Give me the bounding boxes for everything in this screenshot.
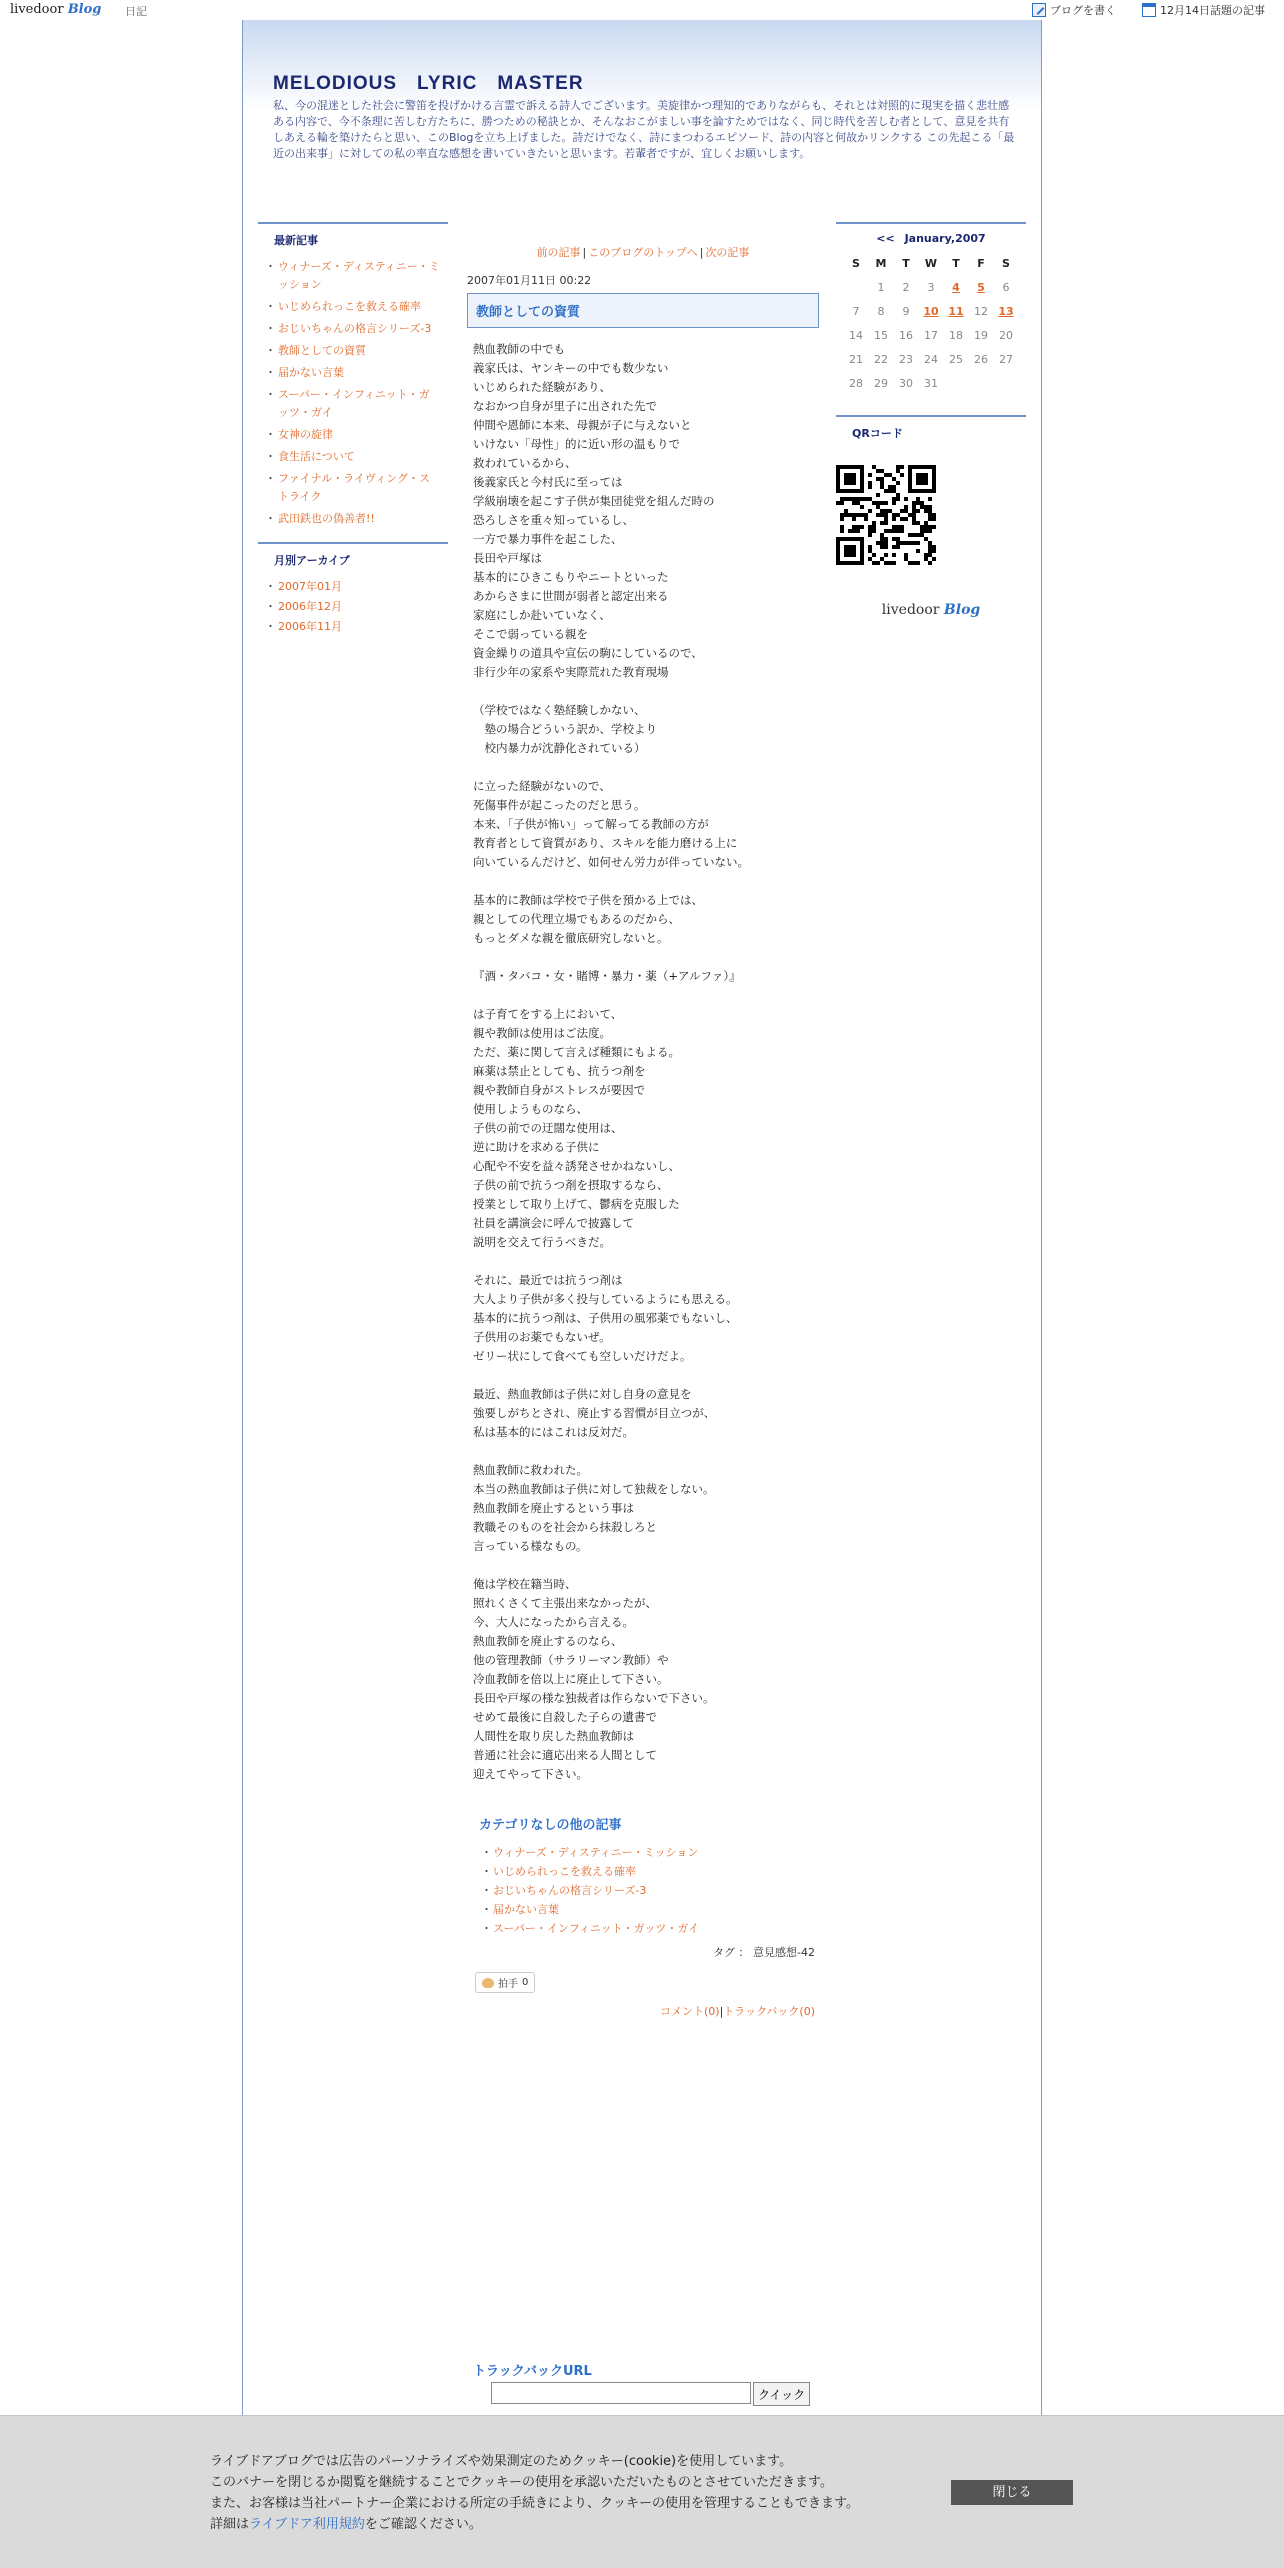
trackback-url-field xyxy=(491,2382,810,2406)
topic-articles-link[interactable] xyxy=(1142,2,1265,18)
site-title[interactable]: MELODIOUS LYRIC MASTER xyxy=(273,73,584,94)
logo-text: livedoor xyxy=(10,2,64,17)
calendar-day[interactable]: 4 xyxy=(952,281,960,294)
calendar-day[interactable]: 10 xyxy=(923,305,939,318)
calendar-day: 20 xyxy=(999,329,1013,342)
recent-post-link[interactable]: ファイナル・ライヴィング・ストライク xyxy=(278,472,431,503)
post-body xyxy=(467,328,819,1784)
right-sidebar xyxy=(836,222,1026,618)
calendar-day[interactable]: 11 xyxy=(948,305,964,318)
comment-links xyxy=(467,2003,819,2019)
recent-post-link[interactable]: 女神の旋律 xyxy=(278,428,333,441)
calendar-weekday: F xyxy=(977,257,985,270)
calendar-day: 30 xyxy=(899,377,913,390)
cookie-line-2: このバナーを閉じるか閲覧を継続することでクッキーの使用を承認いただいたものとさせていただきます。 xyxy=(210,2475,833,2490)
trackback-url-heading: トラックバックURL xyxy=(473,2364,592,2379)
top-bar xyxy=(0,0,1284,20)
calendar-day[interactable]: 13 xyxy=(998,305,1014,318)
calendar-day: 2 xyxy=(902,281,910,294)
blog-top-link[interactable]: このブログのトップへ xyxy=(588,246,698,259)
other-post-link[interactable]: おじいちゃんの格言シリーズ-3 xyxy=(493,1884,647,1897)
calendar-day: 23 xyxy=(899,353,913,366)
footer-logo-text: livedoor xyxy=(881,602,940,618)
calendar-grid xyxy=(836,255,1026,393)
next-post-link[interactable]: 次の記事 xyxy=(705,246,750,259)
recent-post-link[interactable]: 食生活について xyxy=(278,450,355,463)
site-description: 私、今の混迷とした社会に警笛を投げかける言霊で訴える詩人でございます。美旋律かつ理知的でありながらも、それとは対照的に現実を描く悲壮感ある内容で、今不条理に苦しむ方たちに、勝つための秘訣とか、そんなおこがましい事を論すためではなく、同じ時代を苦しむ者として、意見を共有しあえる輪を築けたらと思い、このBlogを立ち上げました。詩だけでなく、詩にまつわるエピソード、詩の内容と何故かリンクする この先起こる「最近の出来事」に対しての私の率直な感想を書いていきたいと思います。若輩者ですが、宜しくお願いします。 xyxy=(273,99,1015,160)
calendar-weekday: S xyxy=(852,257,860,270)
calendar-day: 3 xyxy=(927,281,935,294)
calendar-icon xyxy=(1142,3,1156,17)
logo-blog-text: Blog xyxy=(67,2,102,17)
clap-icon xyxy=(482,1978,494,1988)
recent-post-item xyxy=(268,470,440,506)
calendar-day: 7 xyxy=(852,305,860,318)
recent-post-item xyxy=(268,298,440,316)
applause-button[interactable] xyxy=(475,1972,535,1993)
archive-link[interactable]: 2006年11月 xyxy=(278,620,342,633)
post-paragraph: 熱血教師に救われた。 本当の熱血教師は子供に対して独裁をしない。 熱血教師を廃止するという事は 教職そのものを社会から抹殺しろと 言っている様なもの。 xyxy=(473,1463,715,1553)
other-post-link[interactable]: スーパー・インフィニット・ガッツ・ガイ xyxy=(493,1922,700,1935)
post-paragraph: （学校ではなく塾経験しかない、 塾の場合どういう訳か、学校より 校内暴力が沈静化されている） xyxy=(473,703,657,755)
tag-label: タグ ： xyxy=(713,1946,750,1959)
calendar-day xyxy=(944,375,969,393)
prev-post-link[interactable]: 前の記事 xyxy=(536,246,581,259)
cookie-line-3: また、お客様は当社パートナー企業における所定の手続きにより、クッキーの使用を管理することもできます。 xyxy=(210,2496,859,2511)
calendar-day: 27 xyxy=(999,353,1013,366)
cookie-line-4 xyxy=(210,2514,859,2535)
calendar-day: 16 xyxy=(899,329,913,342)
other-post-item xyxy=(489,1919,819,1938)
post-paragraph: に立った経験がないので、 死傷事件が起こったのだと思う。 本来、「子供が怖い」って解ってる教師の方が 教育者として資質があり、スキルを能力磨ける上に 向いているんだけど、如何せん労力が伴っていない。 xyxy=(473,779,749,869)
cookie-close-button[interactable]: 閉じる xyxy=(951,2480,1073,2505)
archive-item xyxy=(268,578,440,596)
post-paragraph: 『酒・タバコ・女・賭博・暴力・薬（+アルファ）』 xyxy=(473,969,741,983)
other-post-item xyxy=(489,1862,819,1881)
post-paragraph: 最近、熱血教師は子供に対し自身の意見を 強要しがちとされ、廃止する習慣が目立つが、 私は基本的にはこれは反対だ。 xyxy=(473,1387,716,1439)
livedoor-blog-logo[interactable] xyxy=(10,2,101,17)
other-post-link[interactable]: ウィナーズ・ディスティニー・ミッション xyxy=(493,1846,699,1859)
cookie-detail-suffix: をご確認ください。 xyxy=(364,2517,482,2532)
left-sidebar xyxy=(258,222,448,648)
calendar-weekday: W xyxy=(924,257,938,270)
calendar-day xyxy=(844,279,869,297)
calendar-day: 18 xyxy=(949,329,963,342)
diary-link[interactable]: 日記 xyxy=(125,5,147,18)
applause-label: 拍手 xyxy=(498,1979,518,1990)
main-content xyxy=(467,222,819,2402)
recent-posts-list xyxy=(258,254,448,542)
recent-post-item xyxy=(268,320,440,338)
recent-post-item xyxy=(268,342,440,360)
post-paragraph: は子育てをする上において、 親や教師は使用はご法度。 ただ、薬に関して言えば種類にもよる。 麻薬は禁止としても、抗うつ剤を 親や教師自身がストレスが要因で 使用しようものなら、 子供の前での迂闊な使用は、 逆に助けを求める子供に 心配や不安を益々誘発させかねないし、 子供の前で抗うつ剤を摂取するなら、 授業として取り上げて、鬱病を克服した 社員を講演会に呼んで披露して 説明を交えて行うべきだ。 xyxy=(473,1007,680,1249)
pencil-icon xyxy=(1032,3,1046,17)
cookie-detail-prefix: 詳細は xyxy=(210,2517,250,2532)
archive-link[interactable]: 2006年12月 xyxy=(278,600,342,613)
calendar-day: 19 xyxy=(974,329,988,342)
cookie-banner xyxy=(0,2415,1284,2568)
calendar-day: 21 xyxy=(849,353,863,366)
recent-post-item xyxy=(268,448,440,466)
link-separator: | xyxy=(719,2005,724,2018)
footer-logo-blog: Blog xyxy=(943,602,981,618)
other-post-item xyxy=(489,1900,819,1919)
calendar-weekday: T xyxy=(902,257,910,270)
recent-post-item xyxy=(268,510,440,528)
pager-separator: | xyxy=(582,246,587,259)
other-post-link[interactable]: 届かない言葉 xyxy=(493,1903,559,1916)
quick-button[interactable]: クイック xyxy=(753,2382,810,2406)
cookie-text xyxy=(210,2451,859,2535)
other-post-item xyxy=(489,1843,819,1862)
post-title[interactable]: 教師としての資質 xyxy=(467,293,819,328)
post-paragraph: それに、最近では抗うつ剤は 大人より子供が多く投与しているようにも思える。 基本的に抗うつ剤は、子供用の風邪薬でもないし、 子供用のお薬でもないぜ。 ゼリー状にして食べても空しいだけだよ。 xyxy=(473,1273,738,1363)
calendar-day: 29 xyxy=(874,377,888,390)
recent-post-item xyxy=(268,426,440,444)
recent-post-link[interactable]: スーパー・インフィニット・ガッツ・ガイ xyxy=(278,388,430,419)
recent-post-link[interactable]: ウィナーズ・ディスティニー・ミッション xyxy=(278,260,440,291)
other-post-link[interactable]: いじめられっこを救える確率 xyxy=(493,1865,636,1878)
recent-post-item xyxy=(268,364,440,382)
archive-item xyxy=(268,618,440,636)
archive-item xyxy=(268,598,440,616)
calendar-day: 28 xyxy=(849,377,863,390)
write-blog-link[interactable] xyxy=(1032,2,1116,18)
calendar-heading xyxy=(836,222,1026,251)
calendar-day: 14 xyxy=(849,329,863,342)
applause-count: 0 xyxy=(522,1977,529,1988)
calendar-weekday: M xyxy=(875,257,887,270)
archive-link[interactable]: 2007年01月 xyxy=(278,580,342,593)
post-tags xyxy=(467,1944,819,1960)
tag-link[interactable]: 意見感想-42 xyxy=(753,1946,815,1959)
calendar-day xyxy=(969,375,994,393)
calendar-weekday: T xyxy=(952,257,960,270)
calendar-day xyxy=(994,375,1019,393)
calendar-day: 6 xyxy=(1002,281,1010,294)
blog-container xyxy=(242,20,1042,2568)
topic-articles-label: 12月14日話題の記事 xyxy=(1160,4,1265,17)
recent-post-item xyxy=(268,386,440,422)
qr-heading: QRコード xyxy=(836,415,1026,447)
other-post-item xyxy=(489,1881,819,1900)
post-pager xyxy=(467,244,819,260)
comment-link[interactable]: コメント(0) xyxy=(659,2005,720,2018)
archive-list xyxy=(258,574,448,648)
pager-separator: | xyxy=(699,246,704,259)
terms-link[interactable]: ライブドア利用規約 xyxy=(249,2517,365,2532)
recent-post-link[interactable]: 届かない言葉 xyxy=(278,366,344,379)
calendar-day: 31 xyxy=(924,377,938,390)
calendar-day: 24 xyxy=(924,353,938,366)
cookie-line-1: ライブドアブログでは広告のパーソナライズや効果測定のためクッキー(cookie)を使用しています。 xyxy=(210,2454,793,2469)
calendar-day: 12 xyxy=(974,305,988,318)
trackback-link[interactable]: トラックバック(0) xyxy=(723,2005,815,2018)
archive-heading: 月別アーカイブ xyxy=(258,542,448,574)
calendar-day: 9 xyxy=(902,305,910,318)
recent-posts-heading: 最新記事 xyxy=(258,222,448,254)
calendar-day: 15 xyxy=(874,329,888,342)
calendar-day: 26 xyxy=(974,353,988,366)
calendar-weekday: S xyxy=(1002,257,1010,270)
recent-post-link[interactable]: 教師としての資質 xyxy=(278,344,366,357)
other-posts-list xyxy=(467,1833,819,1938)
calendar-day[interactable]: 5 xyxy=(977,281,985,294)
post-paragraph: 俺は学校在籍当時、 照れくさくて主張出来なかったが、 今、大人になったから言える。 熱血教師を廃止するのなら、 他の管理教師（サラリーマン教師）や 冷血教師を倍以上に廃止して下さい。 長田や戸塚の様な独裁者は作らないで下さい。 せめて最後に自殺した子らの遺書で 人間性を取り戻した熱血教師は 普通に社会に適応出来る人間として 迎えてやって下さい。 xyxy=(473,1577,715,1781)
calendar-day: 8 xyxy=(877,305,885,318)
post-date: 2007年01月11日 00:22 xyxy=(467,274,592,287)
calendar-day: 17 xyxy=(924,329,938,342)
calendar-day: 25 xyxy=(949,353,963,366)
write-blog-label: ブログを書く xyxy=(1050,4,1116,17)
livedoor-blog-footer-logo[interactable] xyxy=(836,602,1026,618)
recent-post-item xyxy=(268,258,440,294)
qr-code xyxy=(836,465,936,565)
recent-post-link[interactable]: おじいちゃんの格言シリーズ-3 xyxy=(278,322,432,335)
post-paragraph: 基本的に教師は学校で子供を預かる上では、 親としての代理立場でもあるのだから、 もっとダメな親を徹底研究しないと。 xyxy=(473,893,703,945)
calendar-month: January,2007 xyxy=(904,232,986,245)
other-posts-heading: カテゴリなしの他の記事 xyxy=(479,1818,622,1833)
trackback-url-input[interactable] xyxy=(491,2382,751,2404)
recent-post-link[interactable]: 武田鉄也の偽善者!! xyxy=(278,512,375,525)
calendar-day: 22 xyxy=(874,353,888,366)
calendar-day: 1 xyxy=(877,281,885,294)
post-paragraph: 熱血教師の中でも 義家氏は、ヤンキーの中でも数少ない いじめられた経験があり、 なおかつ自身が里子に出された先で 仲間や恩師に本来、母親が子に与えないと いけない「母性」的に近い形の温もりで 救われているから、 後義家氏と今村氏に至っては 学級崩壊を起こす子供が集団徒党を組んだ時の 恐ろしさを重々知っているし、 一方で暴力事件を起こした、 長田や戸塚は 基本的にひきこもりやニートといった あからさまに世間が弱者と認定出来る 家庭にしか赴いていなく、 そこで弱っている親を 資金繰りの道具や宣伝の駒にしているので、 非行少年の家系や実際荒れた教育現場 xyxy=(473,342,715,679)
recent-post-link[interactable]: いじめられっこを救える確率 xyxy=(278,300,421,313)
calendar-prev-link[interactable]: << xyxy=(876,232,895,245)
